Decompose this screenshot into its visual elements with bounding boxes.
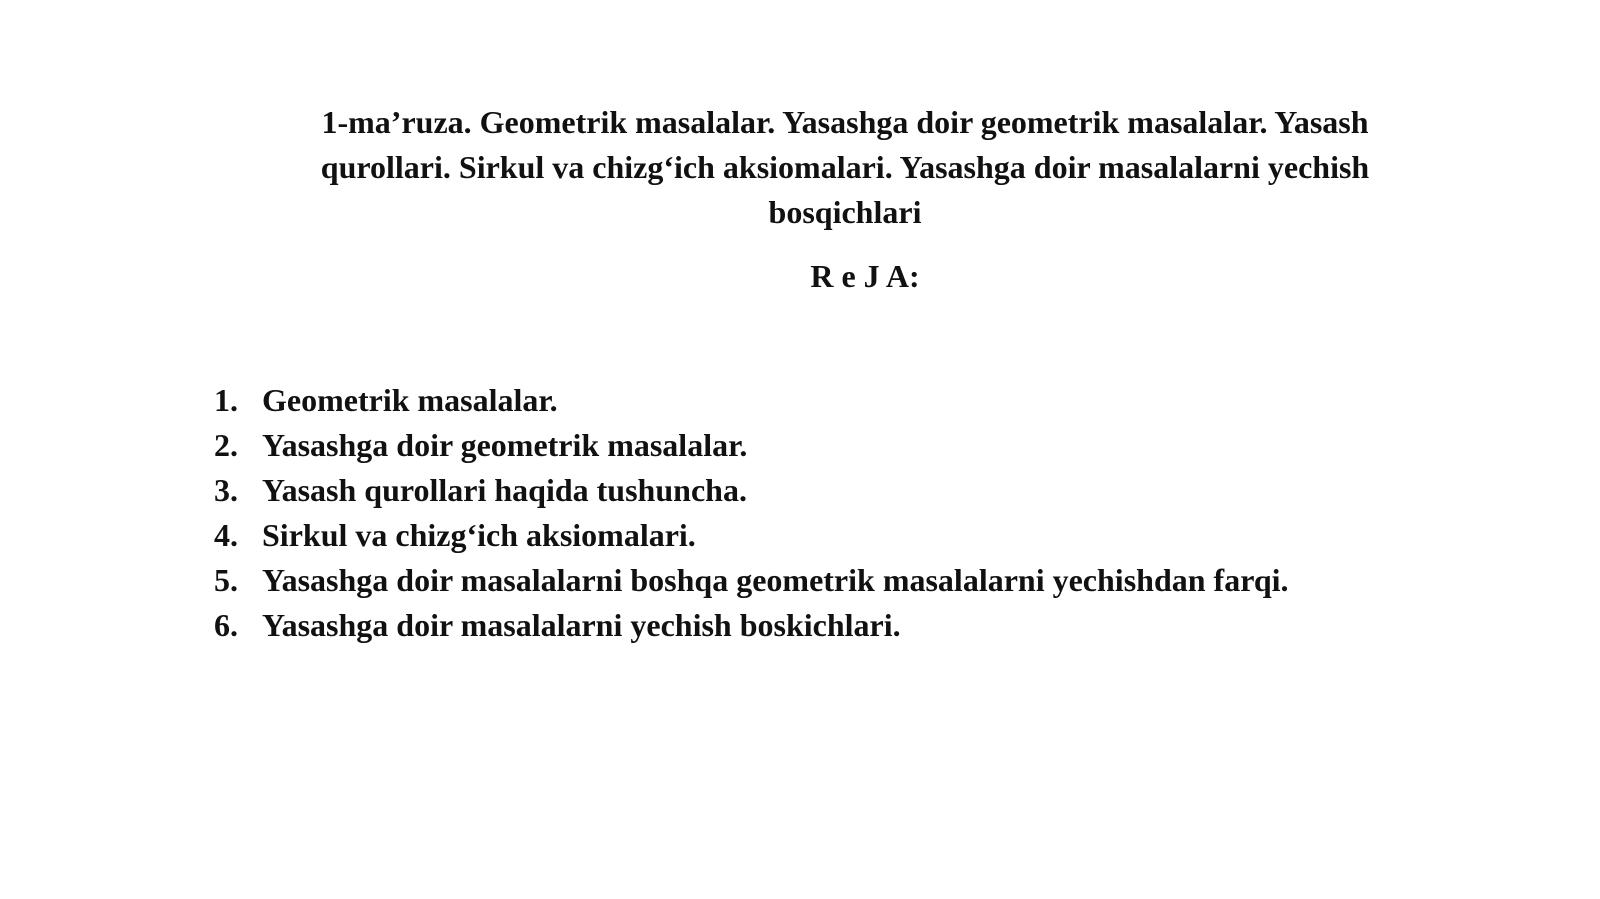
list-item xyxy=(214,513,1514,558)
list-item xyxy=(214,603,1514,648)
slide-title: 1-ma’ruza. Geometrik masalalar. Yasashga doir geometrik masalalar. Yasash qurollari. Sirkul va chizg‘ich aksiomalari. Yasashga doir masalalarni yechish bosqichlari xyxy=(320,104,1370,230)
list-item xyxy=(214,378,1514,423)
list-item-number: 6. xyxy=(214,607,238,643)
list-item xyxy=(214,468,1514,513)
plan-list xyxy=(214,378,1514,648)
list-item-number: 2. xyxy=(214,427,238,463)
list-item-text: Yasashga doir geometrik masalalar. xyxy=(262,427,748,463)
list-item-text: Yasashga doir masalalarni boshqa geometrik masalalarni yechishdan farqi. xyxy=(262,562,1289,598)
list-item xyxy=(214,423,1514,468)
list-item-text: Yasash qurollari haqida tushuncha. xyxy=(262,472,747,508)
plan-heading: R e J A: xyxy=(810,258,920,294)
list-item-number: 5. xyxy=(214,562,238,598)
list-item-text: Yasashga doir masalalarni yechish boskichlari. xyxy=(262,607,901,643)
list-item-number: 3. xyxy=(214,472,238,508)
list-item xyxy=(214,558,1514,603)
list-item-number: 1. xyxy=(214,382,238,418)
list-item-text: Sirkul va chizg‘ich aksiomalari. xyxy=(262,517,696,553)
list-item-number: 4. xyxy=(214,517,238,553)
list-item-text: Geometrik masalalar. xyxy=(262,382,558,418)
